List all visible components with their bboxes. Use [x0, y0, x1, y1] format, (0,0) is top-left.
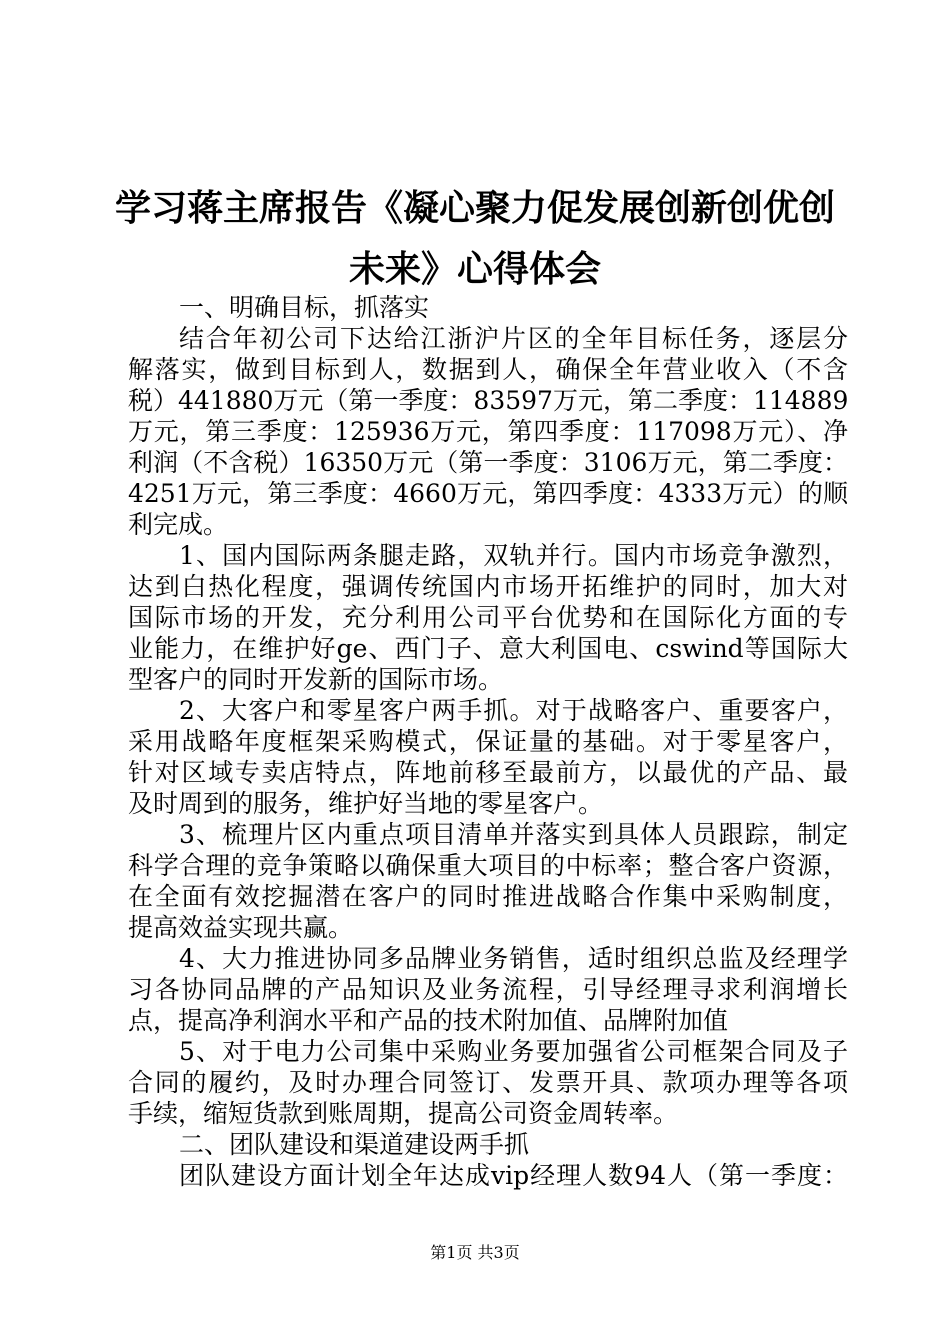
document-title-line-1: 学习蒋主席报告《凝心聚力促发展创新创优创 [114, 187, 835, 229]
page-footer: 第1页 共3页 [430, 1243, 520, 1262]
document-body [128, 292, 848, 1191]
paragraph-line: 3、梳理片区内重点项目清单并落实到具体人员跟踪，制定 [179, 820, 848, 849]
paragraph-line: 利润（不含税）16350万元（第一季度：3106万元，第二季度： [128, 448, 848, 477]
paragraph-line: 习各协同品牌的产品知识及业务流程，引导经理寻求利润增长 [128, 975, 848, 1004]
paragraph-line: 结合年初公司下达给江浙沪片区的全年目标任务，逐层分 [179, 324, 848, 353]
paragraph-line: 合同的履约，及时办理合同签订、发票开具、款项办理等各项 [128, 1068, 848, 1097]
paragraph-line: 2、大客户和零星客户两手抓。对于战略客户、重要客户， [179, 696, 848, 725]
paragraph-line: 在全面有效挖掘潜在客户的同时推进战略合作集中采购制度， [128, 882, 848, 911]
paragraph-line: 达到白热化程度，强调传统国内市场开拓维护的同时，加大对 [128, 572, 848, 601]
paragraph-line: 1、国内国际两条腿走路，双轨并行。国内市场竞争激烈， [179, 541, 848, 570]
paragraph-line: 型客户的同时开发新的国际市场。 [128, 665, 504, 694]
paragraph-line: 5、对于电力公司集中采购业务要加强省公司框架合同及子 [179, 1037, 848, 1066]
paragraph-line: 科学合理的竞争策略以确保重大项目的中标率；整合客户资源， [128, 851, 848, 880]
paragraph-line: 万元，第三季度：125936万元，第四季度：117098万元）、净 [128, 417, 848, 446]
paragraph-line: 国际市场的开发，充分利用公司平台优势和在国际化方面的专 [128, 603, 848, 632]
paragraph-line: 4251万元，第三季度：4660万元，第四季度：4333万元）的顺 [128, 479, 848, 508]
paragraph-line: 团队建设方面计划全年达成vip经理人数94人（第一季度： [179, 1161, 848, 1190]
paragraph-line: 及时周到的服务，维护好当地的零星客户。 [128, 789, 604, 818]
paragraph-line: 提高效益实现共赢。 [128, 913, 354, 942]
paragraph-line: 利完成。 [128, 510, 229, 539]
paragraph-line: 业能力，在维护好ge、西门子、意大利国电、cswind等国际大 [128, 634, 848, 663]
paragraph-line: 点，提高净利润水平和产品的技术附加值、品牌附加值 [128, 1006, 729, 1035]
paragraph-line: 4、大力推进协同多品牌业务销售，适时组织总监及经理学 [179, 944, 848, 973]
paragraph-line: 解落实，做到目标到人，数据到人，确保全年营业收入（不含 [128, 355, 848, 384]
paragraph-line: 针对区域专卖店特点，阵地前移至最前方，以最优的产品、最 [128, 758, 848, 787]
paragraph-line: 手续，缩短货款到账周期，提高公司资金周转率。 [128, 1099, 679, 1128]
section-heading: 一、明确目标，抓落实 [179, 293, 430, 322]
document-title-line-2: 未来》心得体会 [348, 248, 601, 290]
section-heading: 二、团队建设和渠道建设两手抓 [179, 1130, 530, 1159]
paragraph-line: 税）441880万元（第一季度：83597万元，第二季度：114889 [128, 386, 849, 415]
paragraph-line: 采用战略年度框架采购模式，保证量的基础。对于零星客户， [128, 727, 848, 756]
